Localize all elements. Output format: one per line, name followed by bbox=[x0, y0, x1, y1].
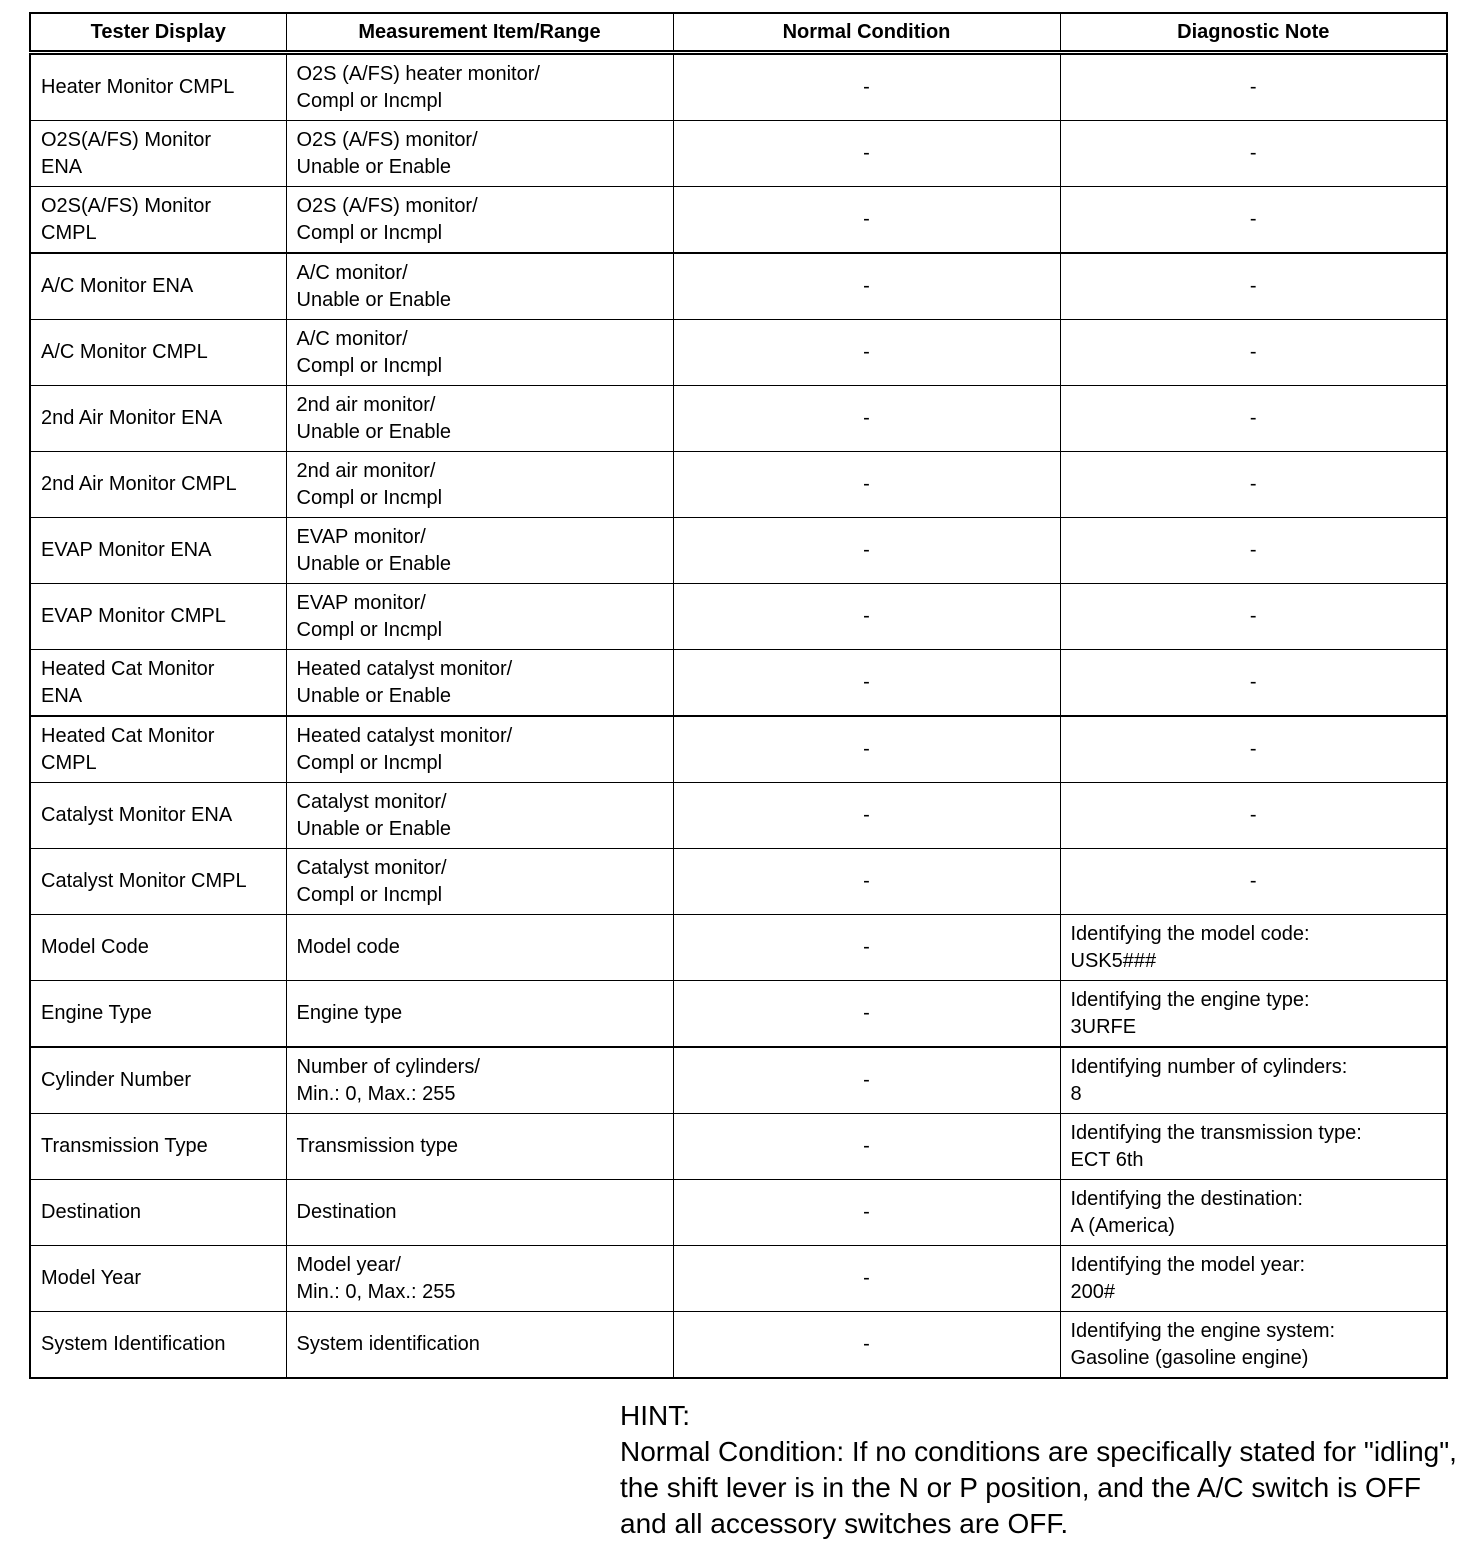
table-row bbox=[30, 584, 1447, 650]
normal-condition-cell: - bbox=[673, 386, 1060, 452]
diagnostic-note-cell: Identifying the destination: A (America) bbox=[1060, 1180, 1447, 1246]
header-diagnostic-note: Diagnostic Note bbox=[1060, 13, 1447, 53]
diagnostic-note-cell: - bbox=[1060, 53, 1447, 121]
measurement-item-cell: O2S (A/FS) monitor/ Unable or Enable bbox=[286, 121, 673, 187]
tester-display-cell: O2S(A/FS) Monitor ENA bbox=[30, 121, 286, 187]
measurement-item-cell: Heated catalyst monitor/ Unable or Enable bbox=[286, 650, 673, 717]
table-row bbox=[30, 915, 1447, 981]
diagnostic-note-cell: - bbox=[1060, 716, 1447, 783]
table-row bbox=[30, 1047, 1447, 1114]
measurement-item-cell: A/C monitor/ Unable or Enable bbox=[286, 253, 673, 320]
table-row bbox=[30, 1114, 1447, 1180]
normal-condition-cell: - bbox=[673, 320, 1060, 386]
hint-text: Normal Condition: If no conditions are specifically stated for "idling", the shift lever is in the N or P position, and the A/C switch is OFF and all accessory switches are OFF. bbox=[620, 1436, 1457, 1539]
measurement-item-cell: Transmission type bbox=[286, 1114, 673, 1180]
normal-condition-cell: - bbox=[673, 783, 1060, 849]
measurement-item-cell: 2nd air monitor/ Unable or Enable bbox=[286, 386, 673, 452]
table-row bbox=[30, 849, 1447, 915]
measurement-item-cell: O2S (A/FS) heater monitor/ Compl or Incmpl bbox=[286, 53, 673, 121]
normal-condition-cell: - bbox=[673, 716, 1060, 783]
hint-title: HINT: bbox=[620, 1400, 690, 1431]
table-row bbox=[30, 650, 1447, 717]
tester-display-cell: Catalyst Monitor ENA bbox=[30, 783, 286, 849]
diagnostic-note-cell: - bbox=[1060, 253, 1447, 320]
diagnostic-note-cell: - bbox=[1060, 386, 1447, 452]
diagnostic-note-cell: Identifying the model code: USK5### bbox=[1060, 915, 1447, 981]
normal-condition-cell: - bbox=[673, 53, 1060, 121]
table-row bbox=[30, 452, 1447, 518]
hint-block bbox=[620, 1398, 1460, 1542]
diagnostic-note-cell: - bbox=[1060, 650, 1447, 717]
measurement-item-cell: 2nd air monitor/ Compl or Incmpl bbox=[286, 452, 673, 518]
table-row bbox=[30, 981, 1447, 1048]
normal-condition-cell: - bbox=[673, 915, 1060, 981]
diagnostic-note-cell: - bbox=[1060, 584, 1447, 650]
measurement-item-cell: Model code bbox=[286, 915, 673, 981]
normal-condition-cell: - bbox=[673, 849, 1060, 915]
diagnostic-note-cell: - bbox=[1060, 849, 1447, 915]
diagnostic-note-cell: Identifying number of cylinders: 8 bbox=[1060, 1047, 1447, 1114]
table-row bbox=[30, 1180, 1447, 1246]
diagnostic-note-cell: - bbox=[1060, 783, 1447, 849]
table-row bbox=[30, 716, 1447, 783]
measurement-item-cell: Destination bbox=[286, 1180, 673, 1246]
header-measurement-item: Measurement Item/Range bbox=[286, 13, 673, 53]
tester-display-cell: Destination bbox=[30, 1180, 286, 1246]
measurement-item-cell: Model year/ Min.: 0, Max.: 255 bbox=[286, 1246, 673, 1312]
tester-display-cell: 2nd Air Monitor CMPL bbox=[30, 452, 286, 518]
table-row bbox=[30, 253, 1447, 320]
diagnostic-note-cell: Identifying the model year: 200# bbox=[1060, 1246, 1447, 1312]
tester-display-cell: EVAP Monitor CMPL bbox=[30, 584, 286, 650]
header-normal-condition: Normal Condition bbox=[673, 13, 1060, 53]
table-row bbox=[30, 386, 1447, 452]
measurement-item-cell: Heated catalyst monitor/ Compl or Incmpl bbox=[286, 716, 673, 783]
normal-condition-cell: - bbox=[673, 981, 1060, 1048]
normal-condition-cell: - bbox=[673, 253, 1060, 320]
measurement-item-cell: O2S (A/FS) monitor/ Compl or Incmpl bbox=[286, 187, 673, 254]
normal-condition-cell: - bbox=[673, 1180, 1060, 1246]
tester-display-cell: System Identification bbox=[30, 1312, 286, 1379]
diagnostic-note-cell: Identifying the transmission type: ECT 6th bbox=[1060, 1114, 1447, 1180]
measurement-item-cell: Number of cylinders/ Min.: 0, Max.: 255 bbox=[286, 1047, 673, 1114]
table-row bbox=[30, 518, 1447, 584]
tester-display-cell: Engine Type bbox=[30, 981, 286, 1048]
measurement-item-cell: EVAP monitor/ Unable or Enable bbox=[286, 518, 673, 584]
tester-display-cell: EVAP Monitor ENA bbox=[30, 518, 286, 584]
tester-display-cell: Model Year bbox=[30, 1246, 286, 1312]
measurement-item-cell: Catalyst monitor/ Compl or Incmpl bbox=[286, 849, 673, 915]
tester-display-cell: Heater Monitor CMPL bbox=[30, 53, 286, 121]
normal-condition-cell: - bbox=[673, 650, 1060, 717]
diagnostic-note-cell: - bbox=[1060, 518, 1447, 584]
tester-display-cell: Catalyst Monitor CMPL bbox=[30, 849, 286, 915]
normal-condition-cell: - bbox=[673, 187, 1060, 254]
tester-display-cell: Model Code bbox=[30, 915, 286, 981]
measurement-item-cell: System identification bbox=[286, 1312, 673, 1379]
measurement-item-cell: Catalyst monitor/ Unable or Enable bbox=[286, 783, 673, 849]
tester-display-cell: Transmission Type bbox=[30, 1114, 286, 1180]
tester-display-cell: A/C Monitor CMPL bbox=[30, 320, 286, 386]
table-row bbox=[30, 783, 1447, 849]
diagnostic-note-cell: Identifying the engine system: Gasoline (gasoline engine) bbox=[1060, 1312, 1447, 1379]
diagnostic-note-cell: - bbox=[1060, 187, 1447, 254]
table-row bbox=[30, 53, 1447, 121]
measurement-item-cell: A/C monitor/ Compl or Incmpl bbox=[286, 320, 673, 386]
normal-condition-cell: - bbox=[673, 1114, 1060, 1180]
tester-display-cell: 2nd Air Monitor ENA bbox=[30, 386, 286, 452]
table-row bbox=[30, 187, 1447, 254]
table-row bbox=[30, 320, 1447, 386]
normal-condition-cell: - bbox=[673, 518, 1060, 584]
measurement-item-cell: Engine type bbox=[286, 981, 673, 1048]
table-row bbox=[30, 1312, 1447, 1379]
normal-condition-cell: - bbox=[673, 584, 1060, 650]
measurement-item-cell: EVAP monitor/ Compl or Incmpl bbox=[286, 584, 673, 650]
normal-condition-cell: - bbox=[673, 1312, 1060, 1379]
tester-display-cell: Cylinder Number bbox=[30, 1047, 286, 1114]
normal-condition-cell: - bbox=[673, 1047, 1060, 1114]
diagnostic-note-cell: Identifying the engine type: 3URFE bbox=[1060, 981, 1447, 1048]
normal-condition-cell: - bbox=[673, 121, 1060, 187]
data-list-table bbox=[29, 12, 1448, 1379]
tester-display-cell: O2S(A/FS) Monitor CMPL bbox=[30, 187, 286, 254]
diagnostic-note-cell: - bbox=[1060, 452, 1447, 518]
tester-display-cell: Heated Cat Monitor ENA bbox=[30, 650, 286, 717]
tester-display-cell: A/C Monitor ENA bbox=[30, 253, 286, 320]
normal-condition-cell: - bbox=[673, 1246, 1060, 1312]
table-header-row bbox=[30, 13, 1447, 53]
diagnostic-note-cell: - bbox=[1060, 320, 1447, 386]
header-tester-display: Tester Display bbox=[30, 13, 286, 53]
table-row bbox=[30, 121, 1447, 187]
diagnostic-note-cell: - bbox=[1060, 121, 1447, 187]
normal-condition-cell: - bbox=[673, 452, 1060, 518]
table-row bbox=[30, 1246, 1447, 1312]
tester-display-cell: Heated Cat Monitor CMPL bbox=[30, 716, 286, 783]
